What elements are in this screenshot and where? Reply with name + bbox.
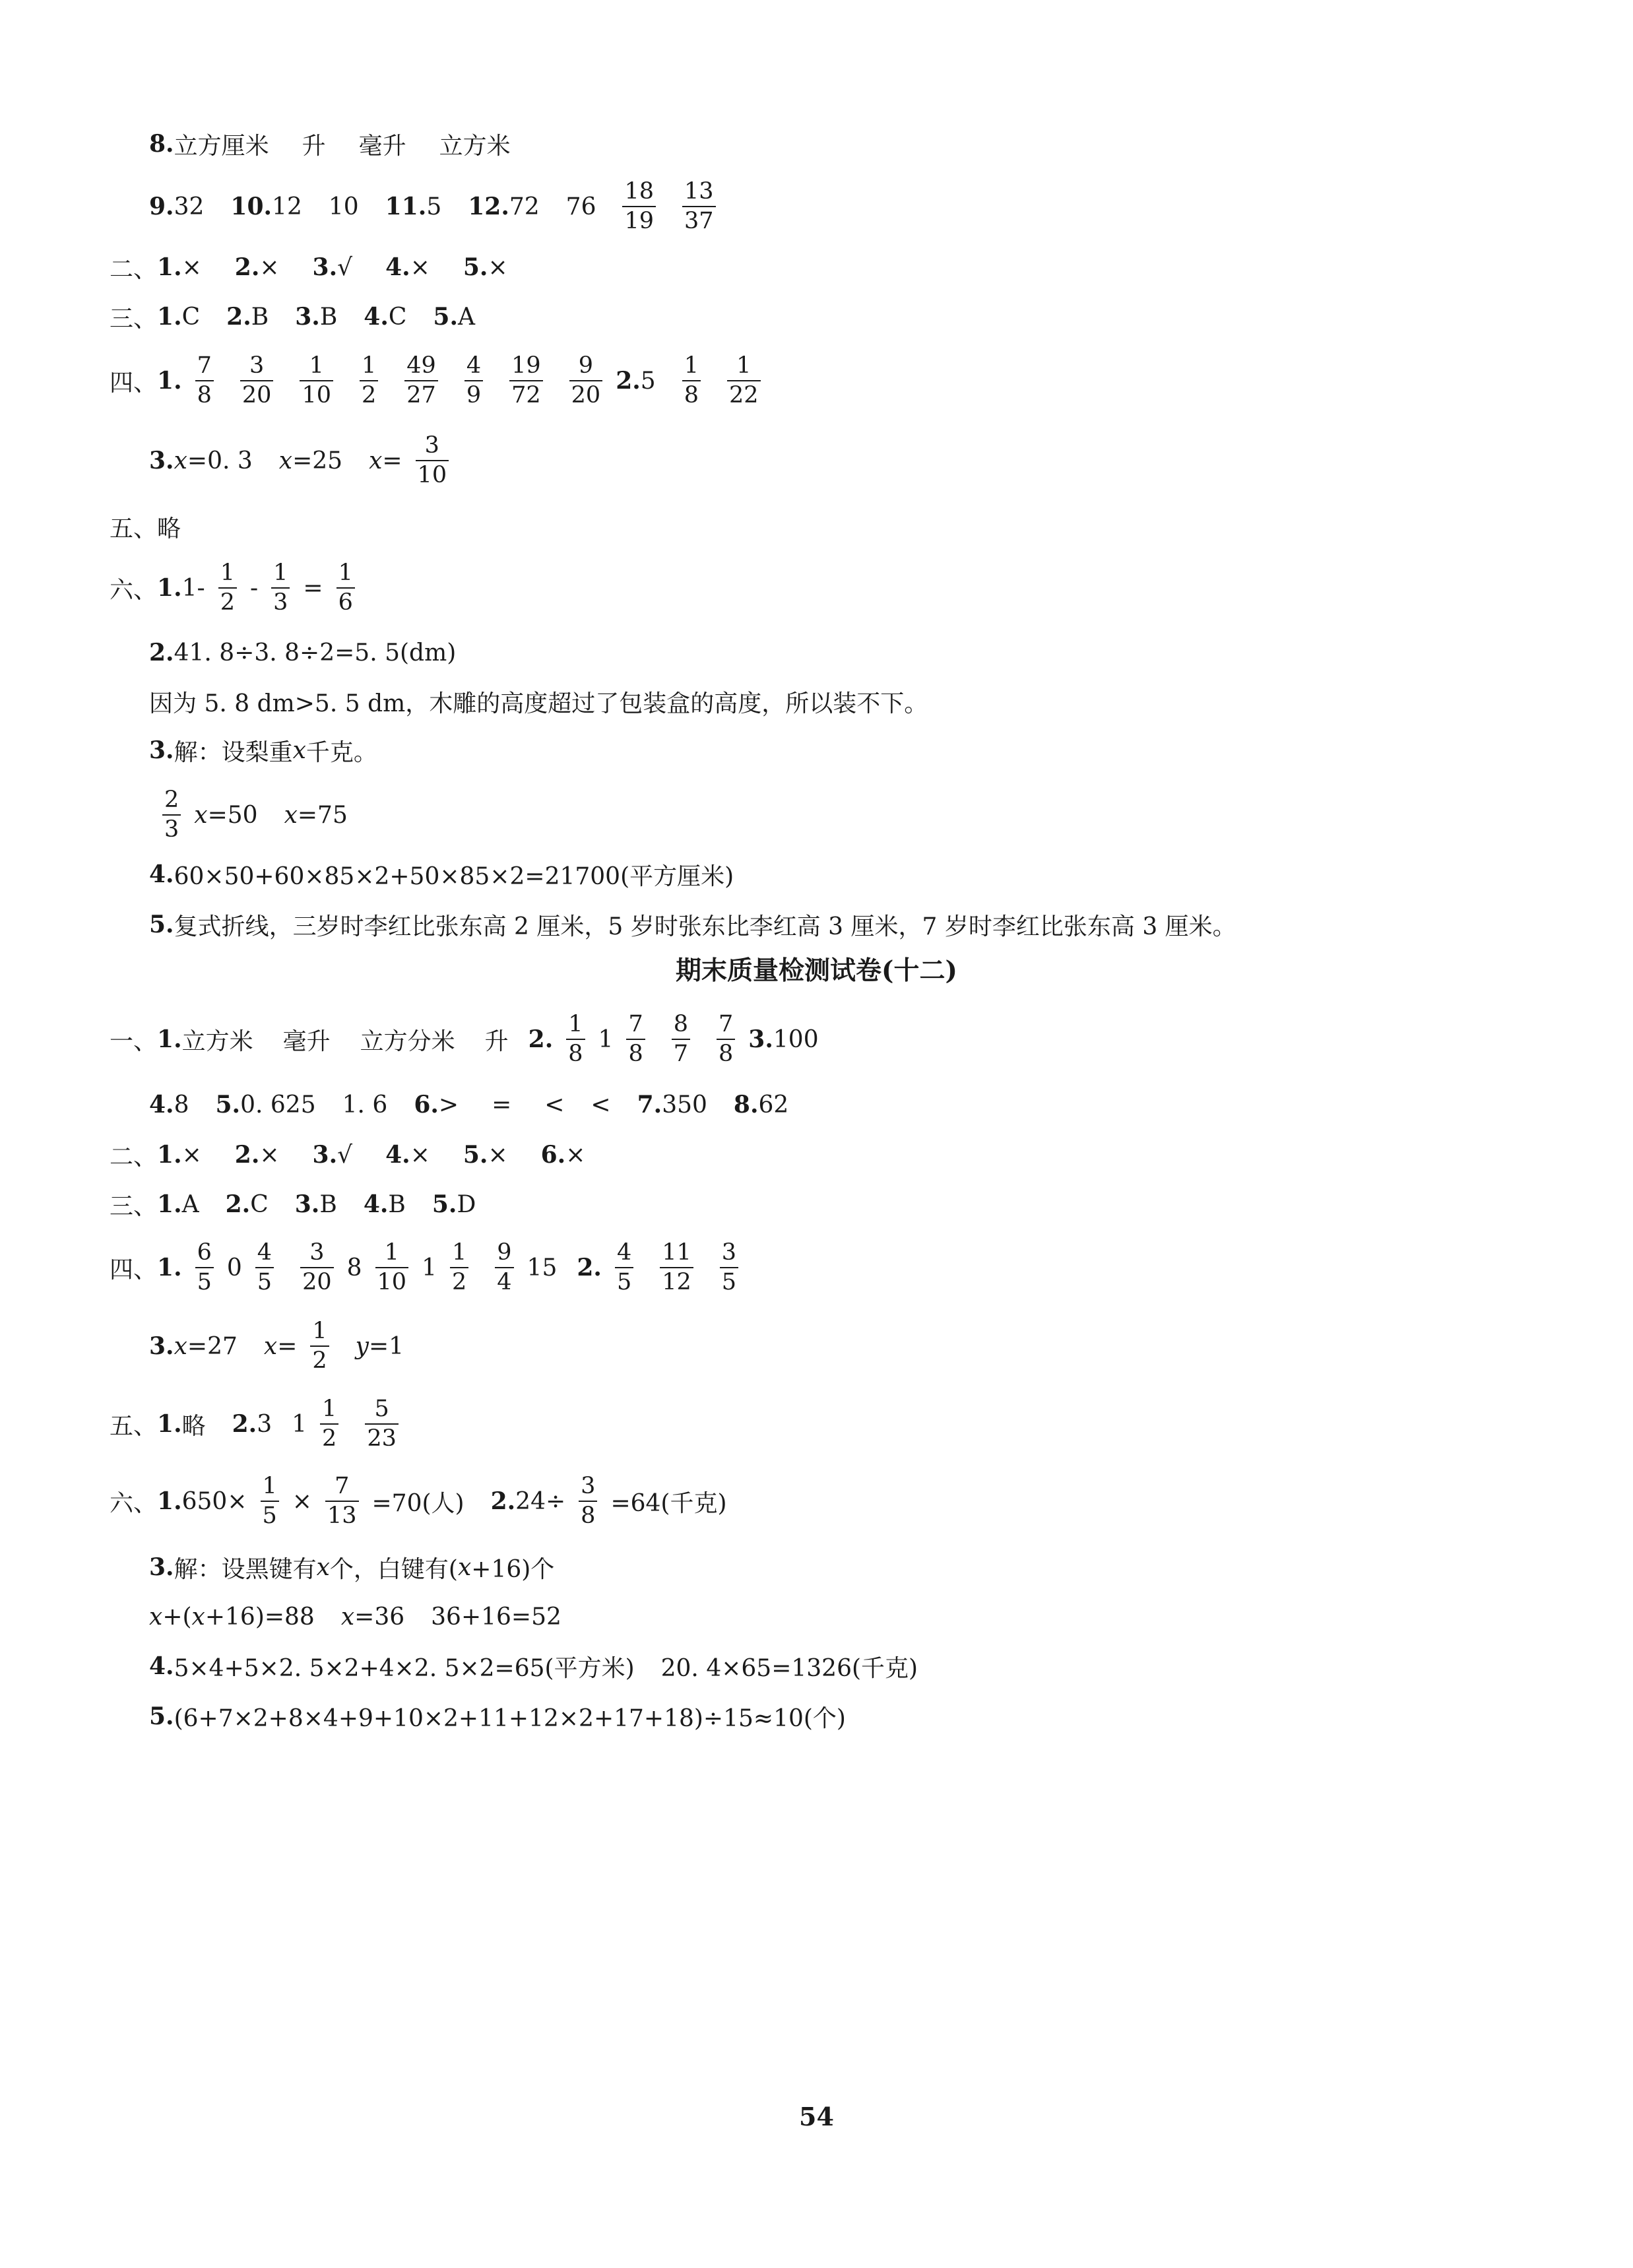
answer-text: 60×50+60×85×2+50×85×2=21700(平方厘米) [174,862,734,890]
variable: x [194,801,208,829]
answer-text: × [292,1487,312,1515]
fraction [626,1013,645,1066]
fraction [495,1241,513,1294]
fraction-denominator: 8 [626,1039,645,1066]
answer-line [149,424,462,497]
answer-text: > [438,1091,459,1118]
fraction-denominator: 5 [615,1267,633,1294]
answer-text: √ [337,1141,353,1169]
fraction-denominator: 6 [336,587,355,614]
item-number: 4. [385,253,410,281]
item-number: 1. [157,367,182,395]
variable: x [284,801,298,829]
variable: x [149,1603,163,1631]
answer-text: 毫升 [282,1027,331,1055]
fraction-numerator: 7 [335,1473,350,1499]
fraction [682,180,716,233]
answer-line [149,108,511,180]
item-number: 4. [385,1141,410,1169]
item-number: 2. [234,253,260,281]
answer-text: C [181,303,201,331]
fraction-denominator: 23 [365,1423,399,1450]
item-number: 3. [149,736,174,764]
item-number: 4. [364,303,389,331]
answer-text: 毫升 [358,132,406,160]
item-number: 2. [226,303,251,331]
variable: x [174,447,187,474]
item-number: 2. [490,1487,516,1515]
answer-text: 8 [174,1091,189,1118]
fraction-numerator: 1 [273,560,288,586]
fraction-numerator: 7 [628,1011,643,1037]
answer-text: 因为 5. 8 dm>5. 5 dm，木雕的高度超过了包装盒的高度，所以装不下。 [149,690,928,717]
answer-text: =27 [187,1332,238,1360]
answer-text: 350 [662,1091,707,1118]
fraction [336,562,355,614]
answer-text: × [181,1141,202,1169]
item-number: 4. [149,1652,174,1680]
answer-text: B [251,303,269,331]
answer-text: 0. 625 [240,1091,316,1118]
item-number: 1. [157,1254,182,1281]
variable: x [292,736,306,764]
item-number: 1. [157,574,182,602]
fraction-denominator: 8 [579,1501,597,1528]
item-number: 2. [616,367,641,395]
fraction-numerator: 1 [684,352,699,379]
answer-text: 15 [527,1254,558,1281]
answer-text: 5 [640,367,656,395]
answer-text: 32 [174,193,205,220]
answer-line [110,1168,476,1241]
fraction-denominator: 13 [325,1501,359,1528]
answer-text: 立方米 [181,1027,253,1055]
fraction [404,354,438,407]
answer-text: C [388,303,407,331]
item-number: 11. [385,193,427,220]
answer-text: 5×4+5×2. 5×2+4×2. 5×2=65(平方米) [174,1654,635,1682]
fraction [375,1241,409,1294]
fraction-denominator: 20 [240,380,274,407]
item-number: 2. [225,1190,251,1218]
item-number: 6. [540,1141,566,1169]
fraction-denominator: 72 [509,380,543,407]
answer-text: 76 [565,193,596,220]
answer-line [110,552,368,624]
fraction [727,354,761,407]
fraction-denominator: 5 [720,1267,738,1294]
answer-text: 解：设梨重 [174,738,293,766]
fraction-denominator: 3 [271,587,290,614]
fraction [615,1241,633,1294]
variable: x [457,1553,472,1581]
item-number: 5. [433,303,459,331]
answer-text: +16)=88 [205,1603,315,1631]
answer-text: 12 [272,193,302,220]
fraction [717,1013,735,1066]
answer-text: D [457,1190,476,1218]
fraction [310,1320,329,1373]
fraction [566,1013,585,1066]
answer-text: =70(人) [371,1489,464,1517]
fraction-denominator: 22 [727,380,761,407]
fraction-denominator: 5 [255,1267,274,1294]
answer-text: C [250,1190,269,1218]
fraction [579,1475,597,1528]
fraction [672,1013,690,1066]
answer-text: 36+16=52 [431,1603,561,1631]
answer-text: × [410,253,430,281]
item-number: 5. [463,253,488,281]
item-number: 12. [468,193,509,220]
fraction-numerator: 1 [384,1239,399,1266]
fraction-numerator: 1 [309,352,324,379]
answer-text: =1 [369,1332,404,1360]
item-number: 3. [295,303,320,331]
item-number: 3. [294,1190,320,1218]
variable: x [191,1603,205,1631]
fraction-denominator: 8 [195,380,214,407]
answer-text: 立方分米 [360,1027,455,1055]
answer-text: < [544,1091,565,1118]
answer-text: - [249,574,259,602]
variable: x [263,1332,278,1360]
fraction [509,354,543,407]
item-number: 1. [157,253,182,281]
fraction-denominator: 5 [261,1501,279,1528]
fraction-denominator: 2 [310,1345,329,1373]
fraction [271,562,290,614]
answer-text: 一、 [110,1027,158,1055]
item-number: 4. [149,860,174,888]
fraction-denominator: 2 [360,380,378,407]
answer-text: 41. 8÷3. 8÷2=5. 5(dm) [174,639,457,666]
item-number: 1. [157,1141,182,1169]
fraction-denominator: 27 [404,380,438,407]
answer-text: B [388,1190,406,1218]
fraction-numerator: 2 [164,787,179,813]
item-number: 10. [230,193,272,220]
answer-line [110,1388,412,1460]
answer-text: 24÷ [515,1487,566,1515]
answer-line [110,344,774,417]
answer-text: 20. 4×65=1326(千克) [660,1654,918,1682]
answer-text: B [319,1190,337,1218]
fraction-numerator: 1 [220,560,235,586]
answer-text: +16)个 [471,1555,555,1583]
fraction [569,354,603,407]
fraction-numerator: 49 [406,352,436,379]
answer-text: B [319,303,338,331]
fraction-numerator: 7 [197,352,212,379]
fraction-numerator: 1 [338,560,353,586]
item-number: 5. [215,1091,241,1118]
variable: y [355,1332,369,1360]
fraction-denominator: 10 [416,460,449,487]
answer-text: 四、 [110,1256,158,1283]
answer-text: × [181,253,202,281]
fraction-denominator: 19 [622,206,656,233]
item-number: 4. [363,1190,389,1218]
fraction-denominator: 20 [300,1267,334,1294]
fraction-numerator: 1 [736,352,752,379]
answer-text: 1 [598,1025,614,1053]
answer-text: 略 [181,1412,206,1440]
answer-text: × [410,1141,430,1169]
answer-text: 三、 [110,305,158,333]
answer-text: 二、 [110,1143,158,1171]
fraction [720,1241,738,1294]
item-number: 5. [149,911,174,938]
fraction [195,1241,214,1294]
fraction-numerator: 1 [568,1011,583,1037]
answer-text: 立方厘米 [174,132,269,160]
answer-line [110,1003,819,1076]
answer-text: × [259,1141,280,1169]
answer-text: 1. 6 [342,1091,388,1118]
fraction-numerator: 1 [361,352,377,379]
fraction-denominator: 10 [375,1267,409,1294]
item-number: 9. [149,193,174,220]
answer-text: 8 [346,1254,362,1281]
answer-text: 100 [773,1025,819,1053]
answer-text: 六、 [110,1489,158,1517]
fraction [360,354,378,407]
fraction-denominator: 3 [162,814,181,841]
answer-text: 0 [226,1254,242,1281]
fraction-numerator: 1 [451,1239,467,1266]
item-number: 3. [312,253,338,281]
item-number: 7. [637,1091,662,1118]
answer-text: × [488,253,508,281]
fraction [464,354,483,407]
answer-text: +( [162,1603,192,1631]
fraction-numerator: 8 [673,1011,689,1037]
item-number: 1. [157,303,182,331]
answer-text: 5 [426,193,442,220]
fraction [300,354,333,407]
fraction-numerator: 3 [309,1239,325,1266]
item-number: 2. [149,639,174,666]
answer-text: √ [337,253,353,281]
answer-text: 1 [422,1254,437,1281]
fraction-denominator: 9 [464,380,483,407]
answer-text: 升 [302,132,326,160]
fraction-numerator: 1 [322,1396,337,1422]
answer-text: =50 [207,801,258,829]
item-number: 5. [432,1190,457,1218]
fraction-numerator: 11 [662,1239,691,1266]
item-number: 1. [157,1487,182,1515]
answer-line [149,714,377,787]
answer-text: = [382,447,402,474]
fraction-denominator: 8 [682,380,701,407]
fraction [255,1241,274,1294]
answer-text: 72 [509,193,540,220]
fraction-numerator: 3 [424,432,439,459]
fraction-numerator: 18 [624,178,655,205]
answer-text: × [488,1141,508,1169]
fraction-numerator: 3 [721,1239,737,1266]
item-number: 8. [733,1091,759,1118]
item-number: 3. [149,447,174,474]
fraction-denominator: 2 [320,1423,338,1450]
variable: x [369,447,383,474]
item-number: 1. [157,1190,182,1218]
fraction-denominator: 4 [495,1267,513,1294]
answer-text: × [259,253,280,281]
answer-text: 650× [181,1487,247,1515]
fraction-numerator: 4 [257,1239,272,1266]
fraction [320,1398,338,1450]
answer-text: 四、 [110,369,158,397]
answer-text: 3 [257,1410,272,1438]
fraction-numerator: 1 [262,1473,277,1499]
answer-text: 升 [484,1027,509,1055]
variable: x [278,447,293,474]
answer-text: 三、 [110,1192,158,1220]
fraction [416,434,449,487]
fraction [365,1398,399,1450]
fraction-numerator: 6 [197,1239,212,1266]
fraction [660,1241,693,1294]
item-number: 8. [149,130,174,158]
variable: x [174,1332,187,1360]
answer-line [149,1310,404,1382]
fraction-numerator: 3 [249,352,265,379]
item-number: 1. [157,1410,182,1438]
fraction [682,354,701,407]
answer-text: =0. 3 [187,447,253,474]
answer-text: 五、略 [110,515,181,542]
answer-text: 二、 [110,255,158,283]
fraction [195,354,214,407]
answer-line [110,1231,752,1304]
item-number: 2. [528,1025,554,1053]
fraction-numerator: 1 [312,1318,327,1344]
answer-text: 1 [292,1410,307,1438]
fraction-denominator: 7 [672,1039,690,1066]
item-number: 5. [149,1702,174,1730]
fraction-numerator: 7 [719,1011,734,1037]
fraction [300,1241,334,1294]
fraction [622,180,656,233]
answer-text: 10 [328,193,359,220]
item-number: 3. [149,1553,174,1581]
fraction-denominator: 8 [566,1039,585,1066]
answer-text: =25 [292,447,343,474]
fraction [325,1475,359,1528]
fraction-numerator: 9 [578,352,594,379]
answer-text: < [591,1091,611,1118]
variable: x [340,1603,355,1631]
fraction-denominator: 37 [682,206,716,233]
answer-text: 解：设黑键有 [174,1555,317,1583]
answer-text: 62 [758,1091,789,1118]
answer-text: = [277,1332,298,1360]
item-number: 3. [748,1025,773,1053]
fraction [240,354,274,407]
answer-text: 六、 [110,576,158,604]
answer-text: 复式折线，三岁时李红比张东高 2 厘米，5 岁时张东比李红高 3 厘米，7 岁时李红比张东高 3 厘米。 [174,913,1236,940]
fraction-numerator: 9 [497,1239,512,1266]
item-number: 2. [234,1141,260,1169]
fraction-denominator: 2 [450,1267,468,1294]
fraction-denominator: 12 [660,1267,693,1294]
answer-text: = [303,574,323,602]
answer-text: 千克。 [305,738,377,766]
item-number: 3. [149,1332,174,1360]
answer-text: A [181,1190,199,1218]
fraction [218,562,237,614]
item-number: 2. [232,1410,257,1438]
fraction-denominator: 2 [218,587,237,614]
answer-text: 1- [181,574,205,602]
answer-text: × [565,1141,586,1169]
fraction-numerator: 4 [616,1239,632,1266]
answer-text: 立方米 [439,132,511,160]
fraction-denominator: 5 [195,1267,214,1294]
variable: x [316,1553,330,1581]
item-number: 4. [149,1091,174,1118]
answer-line [149,1680,846,1753]
fraction [162,789,181,841]
answer-text: =75 [297,801,348,829]
fraction [450,1241,468,1294]
item-number: 5. [463,1141,488,1169]
fraction [261,1475,279,1528]
fraction-numerator: 5 [374,1396,389,1422]
fraction-denominator: 20 [569,380,603,407]
answer-text: (6+7×2+8×4+9+10×2+11+12×2+17+18)÷15≈10(个) [174,1704,846,1732]
answer-text: = [492,1091,512,1118]
fraction-numerator: 19 [511,352,541,379]
fraction-denominator: 10 [300,380,333,407]
answer-text: =36 [354,1603,405,1631]
item-number: 6. [414,1091,439,1118]
fraction-numerator: 13 [684,178,714,205]
answer-line [110,280,475,353]
answer-text: 个，白键有( [329,1555,458,1583]
item-number: 3. [312,1141,338,1169]
answer-text: 五、 [110,1412,158,1440]
item-number: 2. [577,1254,602,1281]
fraction-numerator: 3 [581,1473,596,1499]
fraction-denominator: 8 [717,1039,735,1066]
answer-line [110,1465,727,1538]
answer-text: A [458,303,476,331]
section-title: 期末质量检测试卷(十二) [676,956,957,986]
page-number: 54 [799,2102,834,2131]
item-number: 1. [157,1025,182,1053]
fraction-numerator: 4 [466,352,482,379]
answer-text: =64(千克) [610,1489,727,1517]
